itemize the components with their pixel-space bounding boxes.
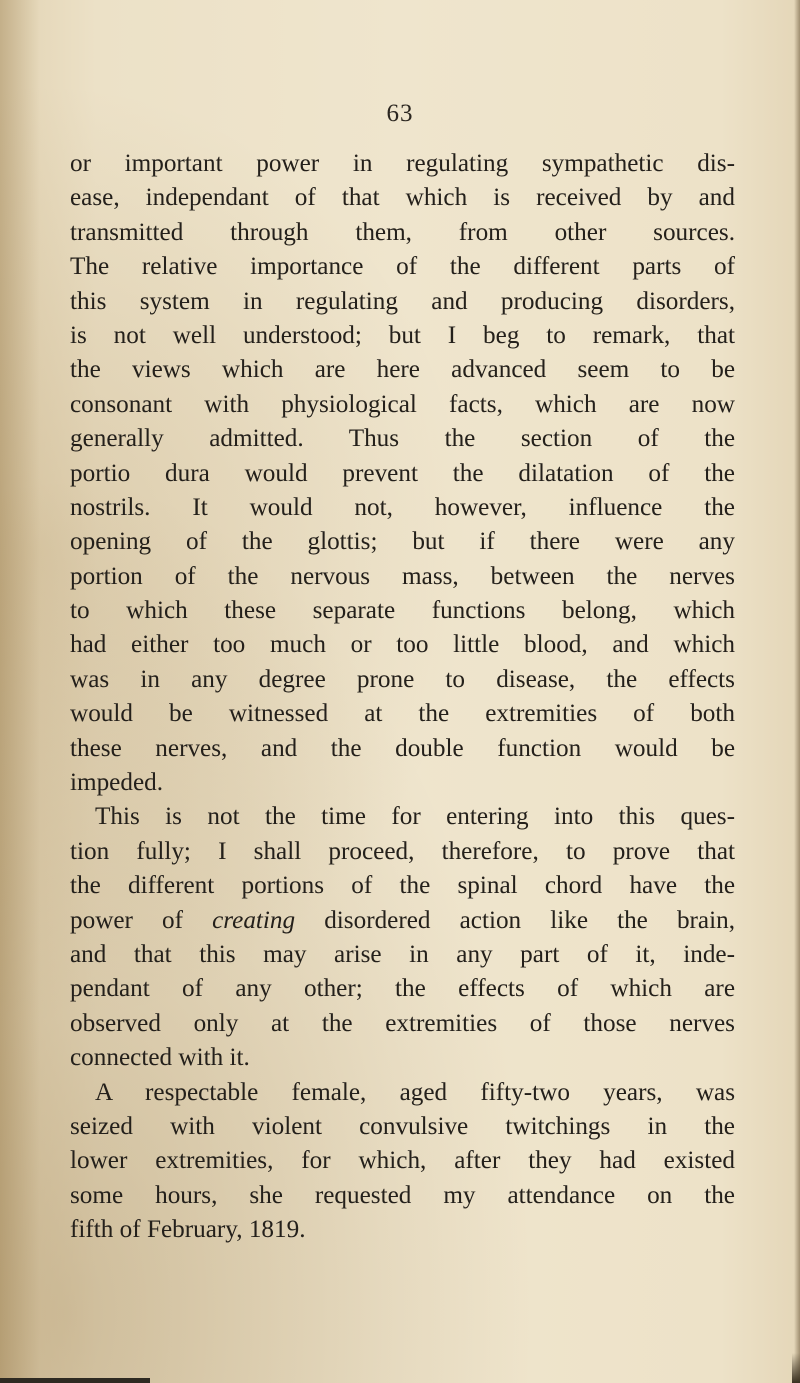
page-edge-shadow <box>794 0 800 1383</box>
binding-shadow <box>0 0 40 1383</box>
text-line: had either too much or too little blood, and which <box>70 631 735 659</box>
text-line: this system in regulating and producing disorders, <box>70 287 735 315</box>
text-line: nostrils. It would not, however, influence the <box>70 493 735 521</box>
text-line: consonant with physiological facts, which are now <box>70 390 735 418</box>
text-line: and that this may arise in any part of it, inde- <box>70 940 735 968</box>
text-line: is not well understood; but I beg to remark, that <box>70 321 735 349</box>
text-line: portion of the nervous mass, between the nerves <box>70 562 735 590</box>
text-line: these nerves, and the double function would be <box>70 734 735 762</box>
body-text <box>70 147 735 1248</box>
page-number: 63 <box>386 100 414 127</box>
text-line: observed only at the extremities of those nerves <box>70 1009 735 1037</box>
text-run: power of <box>70 906 213 934</box>
italic-word: creating <box>212 906 296 934</box>
text-line-with-italic <box>70 904 735 938</box>
text-line: generally admitted. Thus the section of the <box>70 425 735 453</box>
text-line: some hours, she requested my attendance on the <box>70 1181 735 1209</box>
text-line: the different portions of the spinal chord have the <box>70 872 735 900</box>
text-line: This is not the time for entering into this ques- <box>95 803 735 831</box>
scan-corner-mark <box>792 1353 800 1383</box>
text-line: portio dura would prevent the dilatation of the <box>70 459 735 487</box>
text-line: seized with violent convulsive twitchings in the <box>70 1112 735 1140</box>
text-line: impeded. <box>70 769 164 797</box>
text-line: fifth of February, 1819. <box>70 1216 306 1244</box>
text-line: pendant of any other; the effects of which are <box>70 975 735 1003</box>
text-line: tion fully; I shall proceed, therefore, to prove that <box>70 837 735 865</box>
text-line: ease, independant of that which is received by and <box>70 184 735 212</box>
text-line: to which these separate functions belong, which <box>70 597 735 625</box>
text-line: opening of the glottis; but if there were any <box>70 528 735 556</box>
scan-edge-mark <box>0 1378 150 1383</box>
text-line: the views which are here advanced seem to be <box>70 356 735 384</box>
text-line: connected with it. <box>70 1044 250 1072</box>
text-run: disordered action like the brain, <box>295 906 735 934</box>
text-line: A respectable female, aged fifty-two years, was <box>95 1078 735 1106</box>
text-line: The relative importance of the different parts of <box>70 253 735 281</box>
text-line: transmitted through them, from other sources. <box>70 218 735 246</box>
text-line: lower extremities, for which, after they had existed <box>70 1147 735 1175</box>
text-line: was in any degree prone to disease, the effects <box>70 665 735 693</box>
text-line: would be witnessed at the extremities of both <box>70 700 735 728</box>
text-line: or important power in regulating sympathetic dis- <box>70 150 735 177</box>
